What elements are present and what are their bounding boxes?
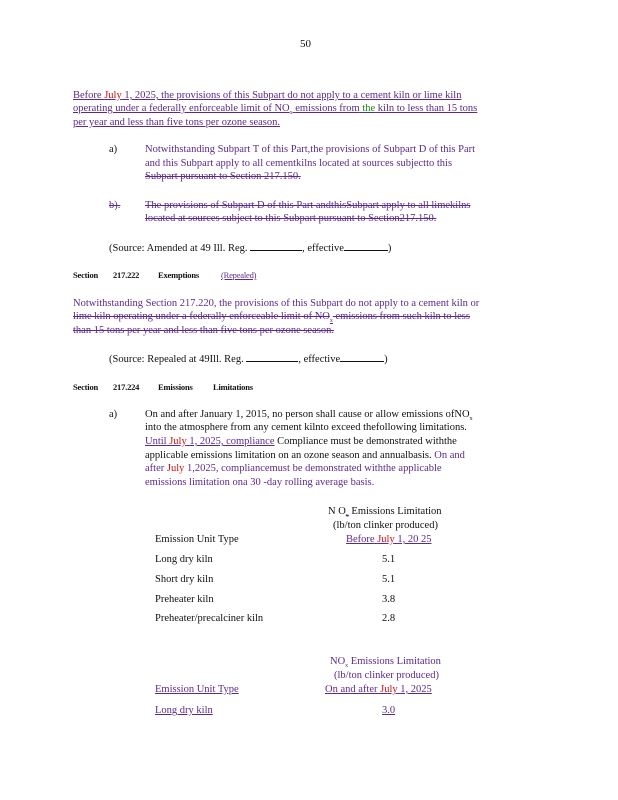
table2-header-line2: (lb/ton clinker produced) [334, 670, 439, 681]
section-224-title-2: Limitations [213, 382, 253, 392]
item-a-line1: Notwithstanding Subpart T of this Part,the provisions of Subpart D of this Part [145, 144, 476, 155]
p2-line1: Notwithstanding Section 217.220, the provisions of this Subpart do not apply to a cement kiln or [73, 298, 480, 309]
table1-row-type: Preheater kiln [155, 594, 214, 605]
p2-line3: than 15 tons per year and less than five tons per ozone season. [73, 325, 334, 336]
section-224-title-1: Emissions [158, 382, 193, 392]
section-224-number: 217.224 [113, 382, 140, 392]
p1-line1: Before July 1, 2025, the provisions of this Subpart do not apply to a cement kiln or lime kiln [73, 90, 462, 101]
page-number: 50 [300, 38, 311, 50]
table2-row-type: Long dry kiln [155, 705, 213, 716]
table2-row-value: 3.0 [382, 705, 396, 716]
item-224a-line4: applicable emissions limitation on an ozone season and annualbasis. On and [145, 450, 465, 461]
table2-header-col1: Emission Unit Type [155, 684, 239, 695]
item-224a-line1: On and after January 1, 2015, no person shall cause or allow emissions ofNO$_x$ [145, 409, 473, 423]
item-224a-label: a) [109, 409, 118, 420]
item-b-line1: The provisions of Subpart D of this Part andthisSubpart apply to all limekilns [145, 200, 471, 211]
table1-header-col1: Emission Unit Type [155, 534, 239, 545]
table2-header-line3: On and after July 1, 2025 [325, 684, 432, 695]
p2-line2: lime kiln operating under a federally enforceable limit of $NO_x$ emissions from such kiln to less [73, 311, 470, 325]
table1-row-value: 3.8 [382, 594, 396, 605]
table2-header-line1: $NO_x$ Emissions Limitation [330, 656, 441, 670]
section-222-repealed: (Repealed) [221, 270, 257, 280]
item-224a-line3: Until July 1, 2025, compliance Compliance must be demonstrated withthe [145, 436, 457, 447]
table1-header-line2: (lb/ton clinker produced) [333, 520, 438, 531]
table1-header-line3: Before July 1, 20 25 [346, 534, 432, 545]
p1-line2: operating under a federally enforceable limit of $NO_x$ emissions from the kiln to less than 15 tons [73, 103, 478, 117]
section-222-title: Exemptions [158, 270, 199, 280]
table1-row-value: 2.8 [382, 613, 396, 624]
table1-header-line1: N $O_x$ Emissions Limitation [328, 506, 442, 520]
item-224a-line5: after July 1,2025, compliancemust be demonstrated withthe applicable [145, 463, 442, 474]
item-a-label: a) [109, 144, 118, 155]
table1-row-type: Preheater/precalciner kiln [155, 613, 264, 624]
item-224a-line2: into the atmosphere from any cement kilnto exceed thefollowing limitations. [145, 422, 467, 433]
item-a-line2: and this Subpart apply to all cementkilns located at sources subjectto this [145, 158, 453, 169]
section-222-number: 217.222 [113, 270, 140, 280]
section-222-label: Section [73, 270, 99, 280]
item-b-label: b). [109, 200, 121, 211]
item-b-line2: located at sources subject to this Subpart pursuant to Section217.150. [145, 213, 437, 224]
section-224-label: Section [73, 382, 99, 392]
table1-row-value: 5.1 [382, 574, 396, 585]
table1-row-type: Short dry kiln [155, 574, 214, 585]
item-224a-line6: emissions limitation ona 30 -day rolling average basis. [145, 477, 375, 488]
source-note-1: (Source: Amended at 49 Ill. Reg. , effective ) [109, 243, 392, 254]
source-note-2: (Source: Repealed at 49Ill. Reg. , effective ) [109, 354, 388, 365]
item-a-line3: Subpart pursuant to Section 217.150. [145, 171, 301, 182]
table1-row-value: 5.1 [382, 554, 396, 565]
p1-line3: per year and less than five tons per ozone season. [73, 117, 281, 128]
table1-row-type: Long dry kiln [155, 554, 213, 565]
